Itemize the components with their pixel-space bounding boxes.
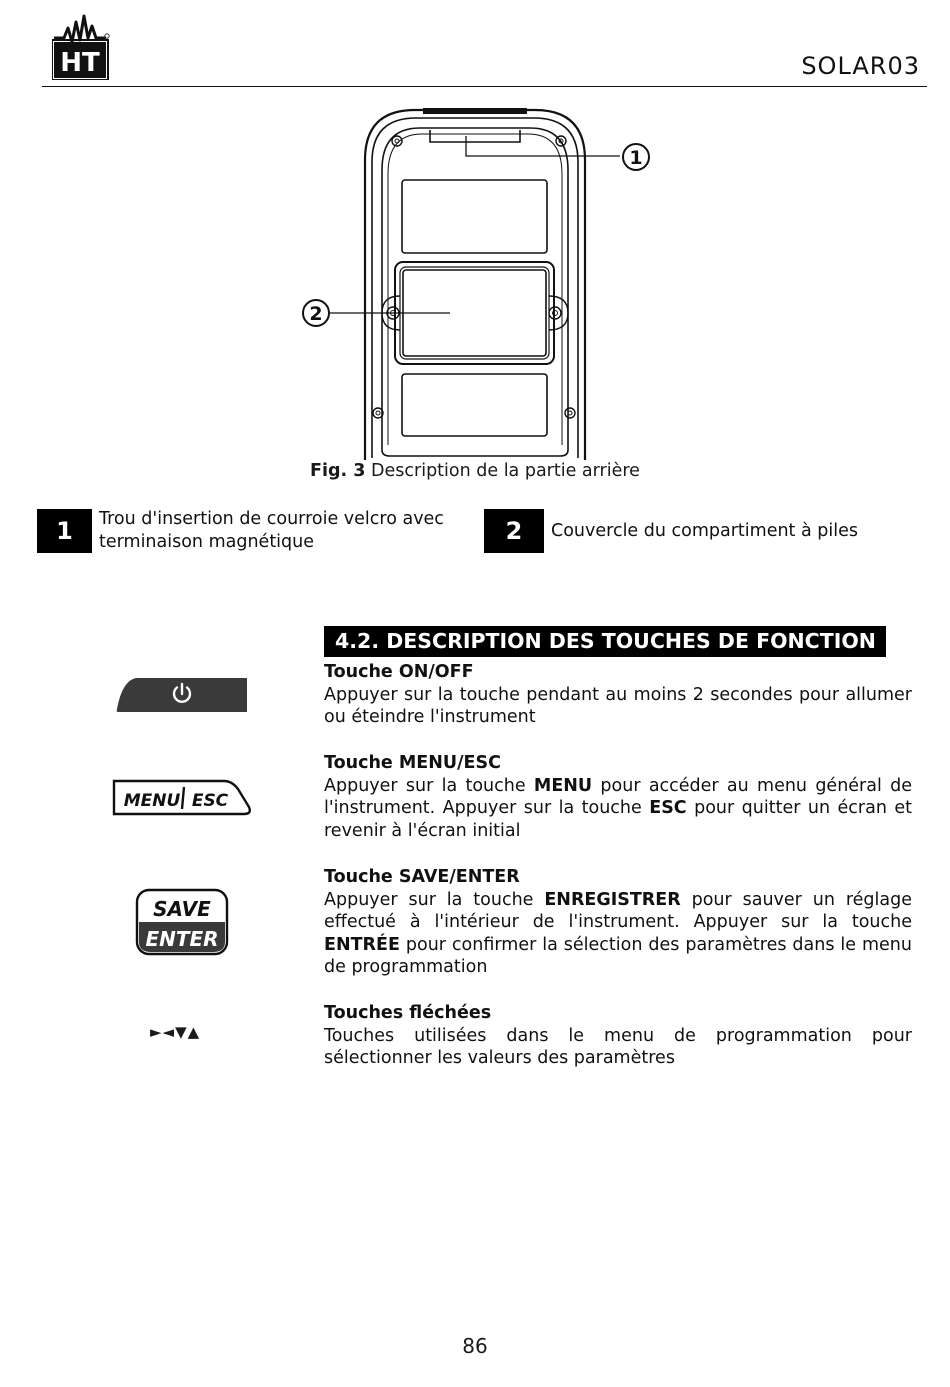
on-off-key-title: Touche ON/OFF: [324, 662, 474, 682]
menu-esc-key-description: Appuyer sur la touche MENU pour accéder au menu général de l'instrument. Appuyer sur la touche ESC pour quitter un écran et revenir à l'écran initial: [324, 775, 913, 841]
menu-key-label: MENU: [123, 791, 181, 811]
page-number: 86: [462, 1334, 488, 1358]
save-enter-key-image: [135, 888, 229, 956]
arrow-keys-description: Touches utilisées dans le menu de programmation pour sélectionner les valeurs des paramètres: [324, 1025, 912, 1069]
figure-caption: [0, 461, 950, 481]
legend-number-2: 2: [484, 509, 544, 553]
menu-esc-key-block: [324, 752, 912, 842]
esc-key-label: ESC: [191, 791, 229, 811]
save-enter-key-description: Appuyer sur la touche ENREGISTRER pour sauver un réglage effectué à l'intérieur de l'instrument. Appuyer sur la touche ENTRÉE pour confirmer la sélection des paramètres dans le menu de programmation: [324, 889, 912, 978]
menu-esc-key-title: Touche MENU/ESC: [324, 753, 501, 773]
logo-text: HT: [60, 48, 100, 78]
section-heading: 4.2. DESCRIPTION DES TOUCHES DE FONCTION: [324, 626, 886, 657]
on-off-key-description: Appuyer sur la touche pendant au moins 2 secondes pour allumer ou éteindre l'instrument: [324, 684, 912, 728]
on-off-key-image: [116, 677, 248, 713]
caption-text: Description de la partie arrière: [371, 461, 640, 481]
document-code: SOLAR03: [801, 52, 920, 80]
save-key-label: SAVE: [153, 897, 211, 921]
enter-key-label: ENTER: [145, 927, 219, 951]
legend-text-2: Couvercle du compartiment à piles: [551, 521, 858, 541]
callout-1-label: 1: [629, 147, 643, 169]
save-enter-key-block: [324, 866, 912, 979]
legend-number-1: 1: [37, 509, 92, 553]
instrument-rear-figure: [290, 100, 660, 465]
arrow-keys-block: [324, 1002, 912, 1070]
menu-esc-key-image: [112, 779, 252, 817]
callout-2-label: 2: [309, 303, 323, 325]
header-divider: [42, 86, 927, 87]
ht-logo: [52, 8, 110, 80]
save-enter-key-title: Touche SAVE/ENTER: [324, 867, 520, 887]
on-off-key-block: [324, 661, 912, 729]
caption-label: Fig. 3: [310, 461, 366, 481]
legend-text-1: Trou d'insertion de courroie velcro avec terminaison magnétique: [99, 509, 444, 552]
arrow-keys-symbols: ►◄▼▲: [150, 1023, 201, 1041]
arrow-keys-title: Touches fléchées: [324, 1003, 492, 1023]
